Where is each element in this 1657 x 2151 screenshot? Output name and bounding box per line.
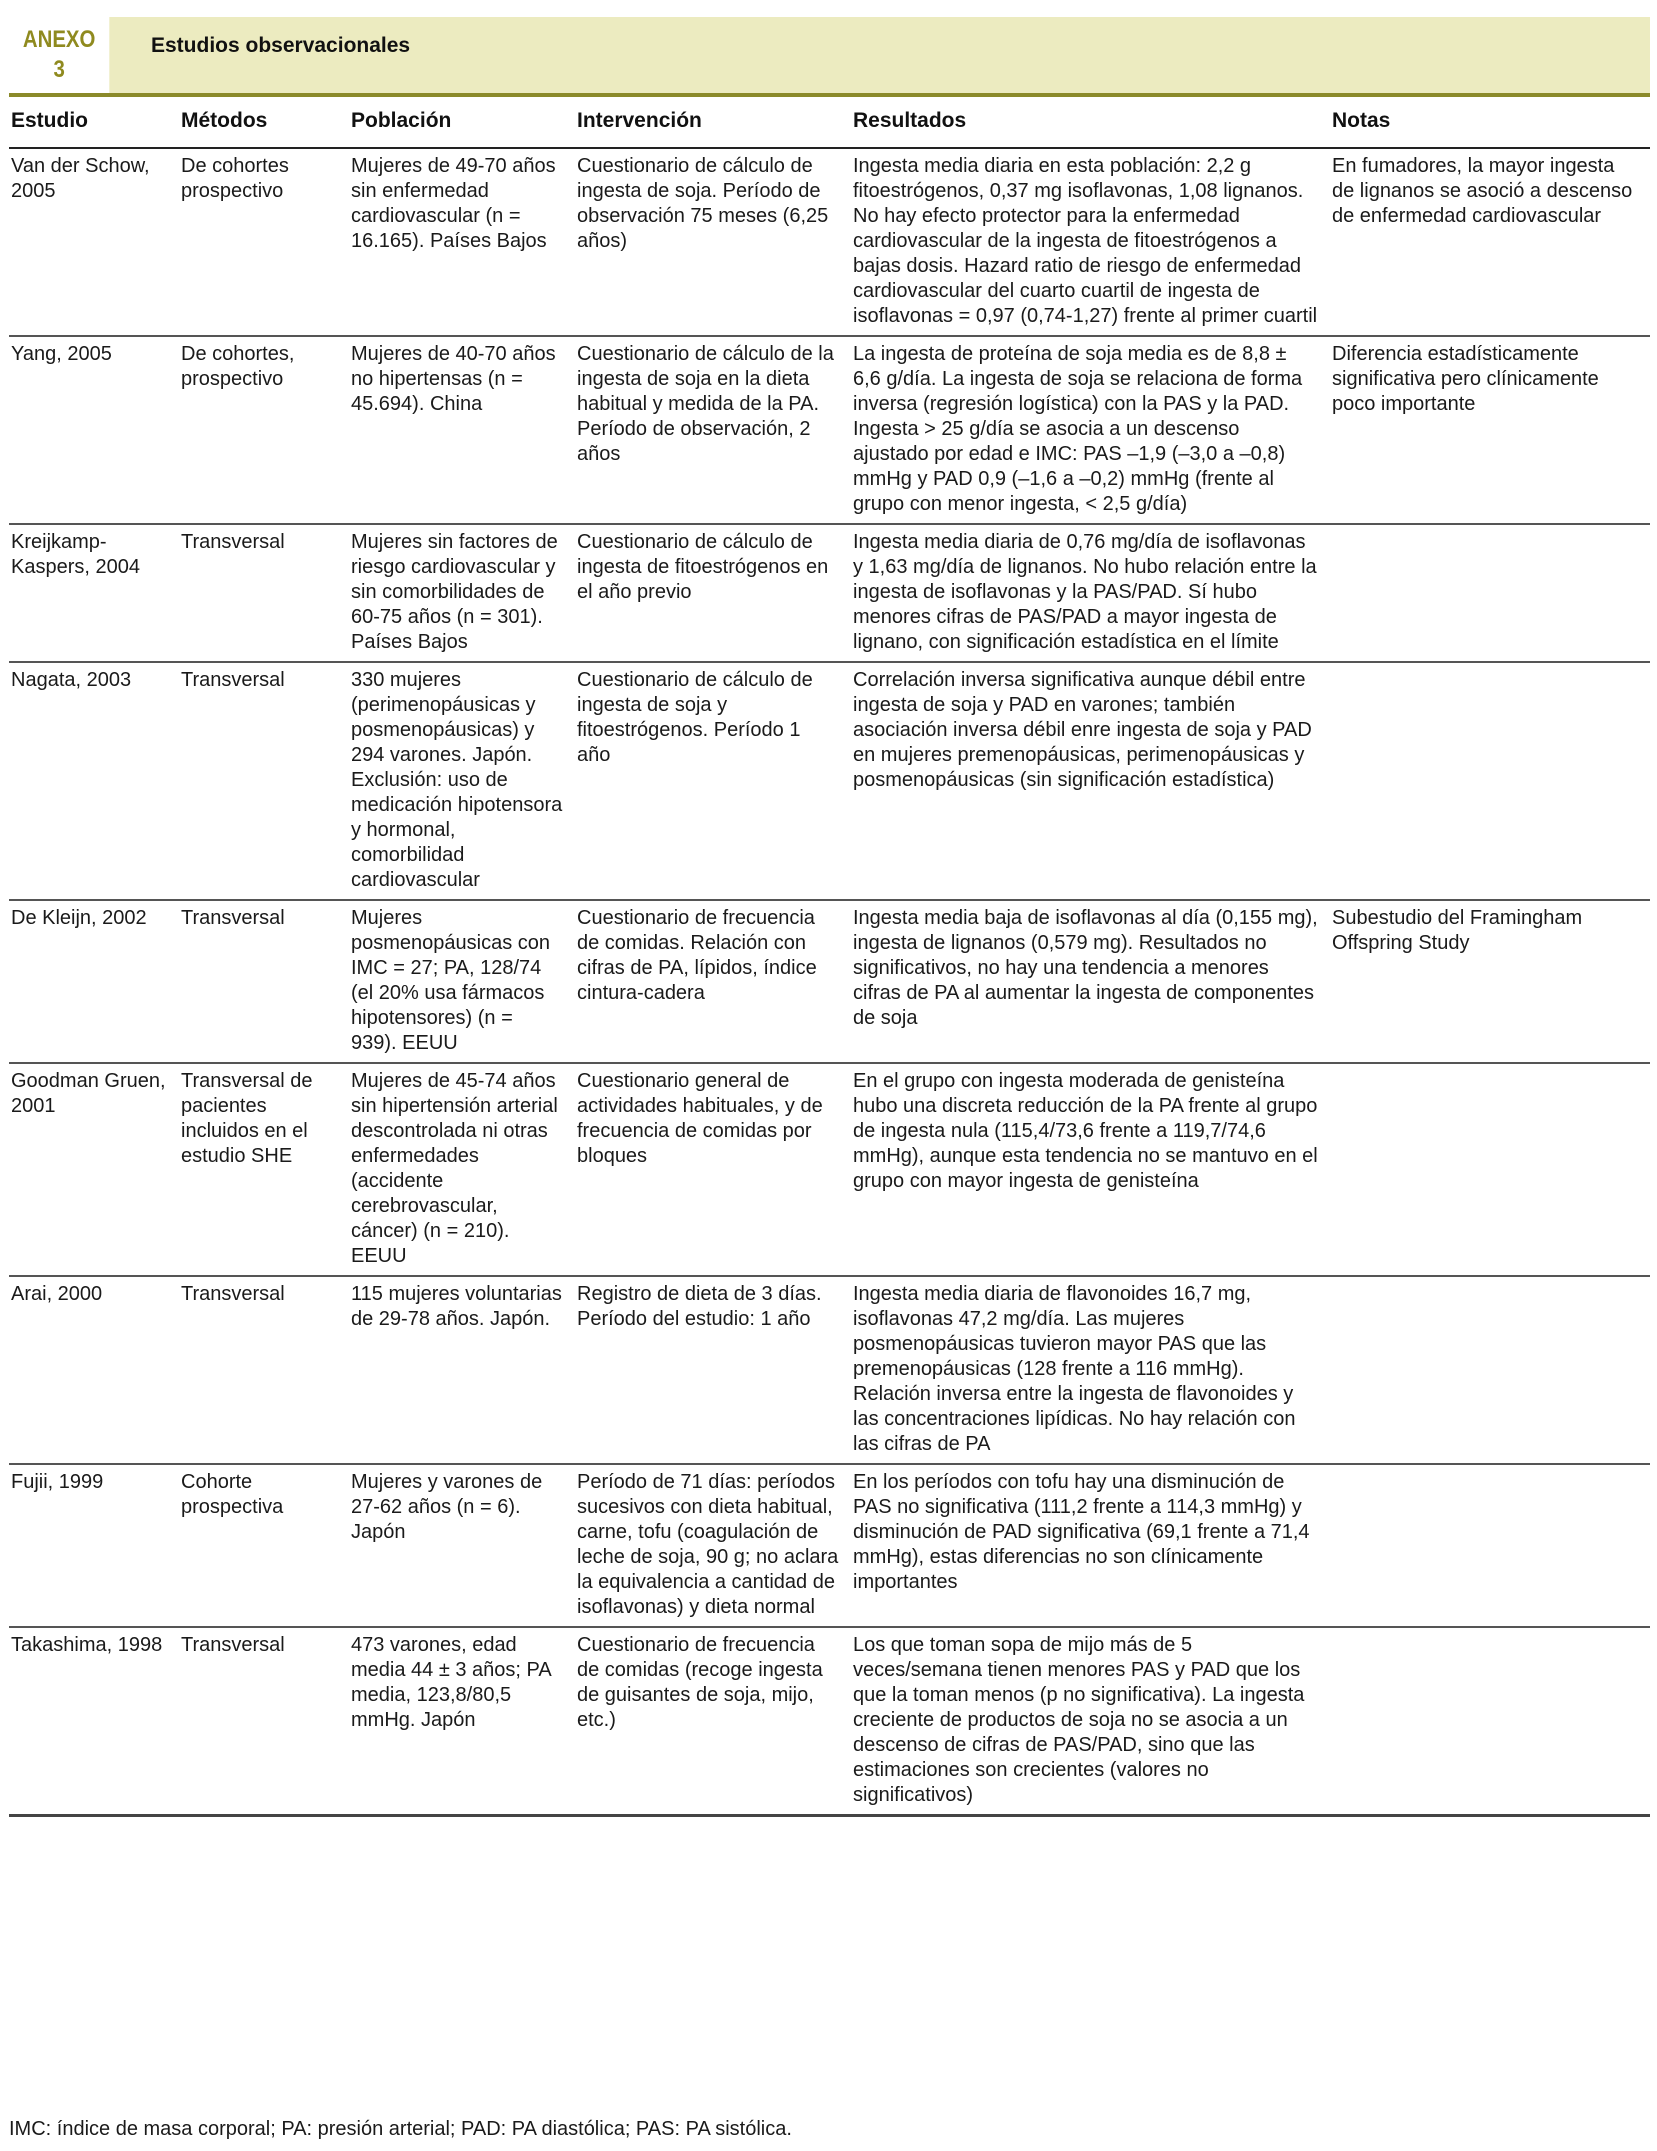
cell-results: La ingesta de proteína de soja media es de 8,8 ± 6,6 g/día. La ingesta de soja se relaciona de forma inversa (regresión logística) con la PAS y la PAD. Ingesta > 25 g/día se asocia a un descenso ajustado por edad e IMC: PAS –1,9 (–3,0 a –0,8) mmHg y PAD 0,9 (–1,6 a –0,2) mmHg (frente al grupo con menor ingesta, < 2,5 g/día) bbox=[851, 336, 1330, 524]
cell-results: Ingesta media diaria en esta población: 2,2 g fitoestrógenos, 0,37 mg isoflavonas, 1,08 lignanos. No hay efecto protector para la enfermedad cardiovascular de la ingesta de fitoestrógenos a bajas dosis. Hazard ratio de riesgo de enfermedad cardiovascular del cuarto cuartil de ingesta de isoflavonas = 0,97 (0,74-1,27) frente al primer cuartil bbox=[851, 148, 1330, 336]
cell-study: Arai, 2000 bbox=[9, 1276, 179, 1464]
cell-study: De Kleijn, 2002 bbox=[9, 900, 179, 1063]
table-row bbox=[9, 662, 1650, 900]
annex-label-text: ANEXO bbox=[22, 26, 96, 53]
cell-intervention: Cuestionario de cálculo de ingesta de soja. Período de observación 75 meses (6,25 años) bbox=[575, 148, 851, 336]
header-notas: Notas bbox=[1330, 105, 1650, 148]
header-poblacion: Población bbox=[349, 105, 575, 148]
cell-population: Mujeres y varones de 27-62 años (n = 6). Japón bbox=[349, 1464, 575, 1627]
cell-methods: Transversal bbox=[179, 662, 349, 900]
cell-notes bbox=[1330, 1276, 1650, 1464]
cell-methods: Transversal bbox=[179, 1627, 349, 1816]
cell-intervention: Cuestionario de frecuencia de comidas (recoge ingesta de guisantes de soja, mijo, etc.) bbox=[575, 1627, 851, 1816]
header-metodos: Métodos bbox=[179, 105, 349, 148]
cell-population: Mujeres de 45-74 años sin hipertensión arterial descontrolada ni otras enfermedades (accidente cerebrovascular, cáncer) (n = 210). EEUU bbox=[349, 1063, 575, 1276]
annex-header bbox=[9, 17, 1650, 97]
cell-results: Ingesta media diaria de flavonoides 16,7 mg, isoflavonas 47,2 mg/día. Las mujeres posmenopáusicas tuvieron mayor PAS que las premenopáusicas (128 frente a 116 mmHg). Relación inversa entre la ingesta de flavonoides y las concentraciones lipídicas. No hay relación con las cifras de PA bbox=[851, 1276, 1330, 1464]
cell-intervention: Registro de dieta de 3 días. Período del estudio: 1 año bbox=[575, 1276, 851, 1464]
header-resultados: Resultados bbox=[851, 105, 1330, 148]
cell-study: Kreijkamp-Kaspers, 2004 bbox=[9, 524, 179, 662]
cell-notes bbox=[1330, 1464, 1650, 1627]
cell-population: Mujeres sin factores de riesgo cardiovascular y sin comorbilidades de 60-75 años (n = 301). Países Bajos bbox=[349, 524, 575, 662]
cell-intervention: Cuestionario general de actividades habituales, y de frecuencia de comidas por bloques bbox=[575, 1063, 851, 1276]
cell-results: Ingesta media baja de isoflavonas al día (0,155 mg), ingesta de lignanos (0,579 mg). Resultados no significativos, no hay una tendencia a menores cifras de PA al aumentar la ingesta de componentes de soja bbox=[851, 900, 1330, 1063]
cell-results: Ingesta media diaria de 0,76 mg/día de isoflavonas y 1,63 mg/día de lignanos. No hubo relación entre la ingesta de isoflavonas y la PAS/PAD. Sí hubo menores cifras de PAS/PAD a mayor ingesta de lignano, con significación estadística en el límite bbox=[851, 524, 1330, 662]
cell-notes: Subestudio del Framingham Offspring Study bbox=[1330, 900, 1650, 1063]
studies-table bbox=[9, 105, 1650, 1817]
cell-results: En los períodos con tofu hay una disminución de PAS no significativa (111,2 frente a 114,3 mmHg) y disminución de PAD significativa (69,1 frente a 71,4 mmHg), estas diferencias no son clínicamente importantes bbox=[851, 1464, 1330, 1627]
abbreviations-footnote: IMC: índice de masa corporal; PA: presión arterial; PAD: PA diastólica; PAS: PA sistólica. bbox=[9, 2118, 792, 2140]
cell-notes: Diferencia estadísticamente significativa pero clínicamente poco importante bbox=[1330, 336, 1650, 524]
cell-methods: Transversal bbox=[179, 900, 349, 1063]
header-estudio: Estudio bbox=[9, 105, 179, 148]
cell-notes: En fumadores, la mayor ingesta de lignanos se asoció a descenso de enfermedad cardiovascular bbox=[1330, 148, 1650, 336]
table-header-row bbox=[9, 105, 1650, 148]
table-row bbox=[9, 1276, 1650, 1464]
cell-study: Van der Schow, 2005 bbox=[9, 148, 179, 336]
annex-label bbox=[9, 17, 109, 93]
table-row bbox=[9, 336, 1650, 524]
cell-study: Nagata, 2003 bbox=[9, 662, 179, 900]
table-row bbox=[9, 900, 1650, 1063]
cell-methods: Cohorte prospectiva bbox=[179, 1464, 349, 1627]
cell-population: Mujeres de 40-70 años no hipertensas (n = 45.694). China bbox=[349, 336, 575, 524]
cell-population: 473 varones, edad media 44 ± 3 años; PA media, 123,8/80,5 mmHg. Japón bbox=[349, 1627, 575, 1816]
cell-intervention: Cuestionario de frecuencia de comidas. Relación con cifras de PA, lípidos, índice cintura-cadera bbox=[575, 900, 851, 1063]
table-row bbox=[9, 1464, 1650, 1627]
table-row bbox=[9, 524, 1650, 662]
cell-notes bbox=[1330, 1063, 1650, 1276]
cell-methods: Transversal de pacientes incluidos en el estudio SHE bbox=[179, 1063, 349, 1276]
cell-intervention: Cuestionario de cálculo de la ingesta de soja en la dieta habitual y medida de la PA. Período de observación, 2 años bbox=[575, 336, 851, 524]
cell-study: Fujii, 1999 bbox=[9, 1464, 179, 1627]
cell-intervention: Cuestionario de cálculo de ingesta de soja y fitoestrógenos. Período 1 año bbox=[575, 662, 851, 900]
cell-methods: De cohortes prospectivo bbox=[179, 148, 349, 336]
cell-population: Mujeres de 49-70 años sin enfermedad cardiovascular (n = 16.165). Países Bajos bbox=[349, 148, 575, 336]
table-row bbox=[9, 148, 1650, 336]
cell-methods: De cohortes, prospectivo bbox=[179, 336, 349, 524]
cell-study: Yang, 2005 bbox=[9, 336, 179, 524]
cell-study: Goodman Gruen, 2001 bbox=[9, 1063, 179, 1276]
cell-intervention: Cuestionario de cálculo de ingesta de fitoestrógenos en el año previo bbox=[575, 524, 851, 662]
cell-results: En el grupo con ingesta moderada de genisteína hubo una discreta reducción de la PA frente al grupo de ingesta nula (115,4/73,6 frente a 119,7/74,6 mmHg), aunque esta tendencia no se mantuvo en el grupo con mayor ingesta de genisteína bbox=[851, 1063, 1330, 1276]
cell-results: Correlación inversa significativa aunque débil entre ingesta de soja y PAD en varones; también asociación inversa débil enre ingesta de soja y PAD en mujeres premenopáusicas, perimenopáusicas y posmenopáusicas (sin significación estadística) bbox=[851, 662, 1330, 900]
cell-population: 115 mujeres voluntarias de 29-78 años. Japón. bbox=[349, 1276, 575, 1464]
cell-notes bbox=[1330, 1627, 1650, 1816]
cell-methods: Transversal bbox=[179, 524, 349, 662]
table-row bbox=[9, 1063, 1650, 1276]
cell-study: Takashima, 1998 bbox=[9, 1627, 179, 1816]
cell-notes bbox=[1330, 662, 1650, 900]
cell-methods: Transversal bbox=[179, 1276, 349, 1464]
header-intervencion: Intervención bbox=[575, 105, 851, 148]
cell-results: Los que toman sopa de mijo más de 5 veces/semana tienen menores PAS y PAD que los que la toman menos (p no significativa). La ingesta creciente de productos de soja no se asocia a un descenso de cifras de PAS/PAD, sino que las estimaciones son crecientes (valores no significativos) bbox=[851, 1627, 1330, 1816]
annex-number: 3 bbox=[53, 56, 65, 83]
cell-population: 330 mujeres (perimenopáusicas y posmenopáusicas) y 294 varones. Japón. Exclusión: uso de medicación hipotensora y hormonal, comorbilidad cardiovascular bbox=[349, 662, 575, 900]
cell-intervention: Período de 71 días: períodos sucesivos con dieta habitual, carne, tofu (coagulación de leche de soja, 90 g; no aclara la equivalencia a cantidad de isoflavonas) y dieta normal bbox=[575, 1464, 851, 1627]
annex-title: Estudios observacionales bbox=[151, 34, 411, 57]
table-row bbox=[9, 1627, 1650, 1816]
cell-notes bbox=[1330, 524, 1650, 662]
cell-population: Mujeres posmenopáusicas con IMC = 27; PA, 128/74 (el 20% usa fármacos hipotensores) (n = 939). EEUU bbox=[349, 900, 575, 1063]
